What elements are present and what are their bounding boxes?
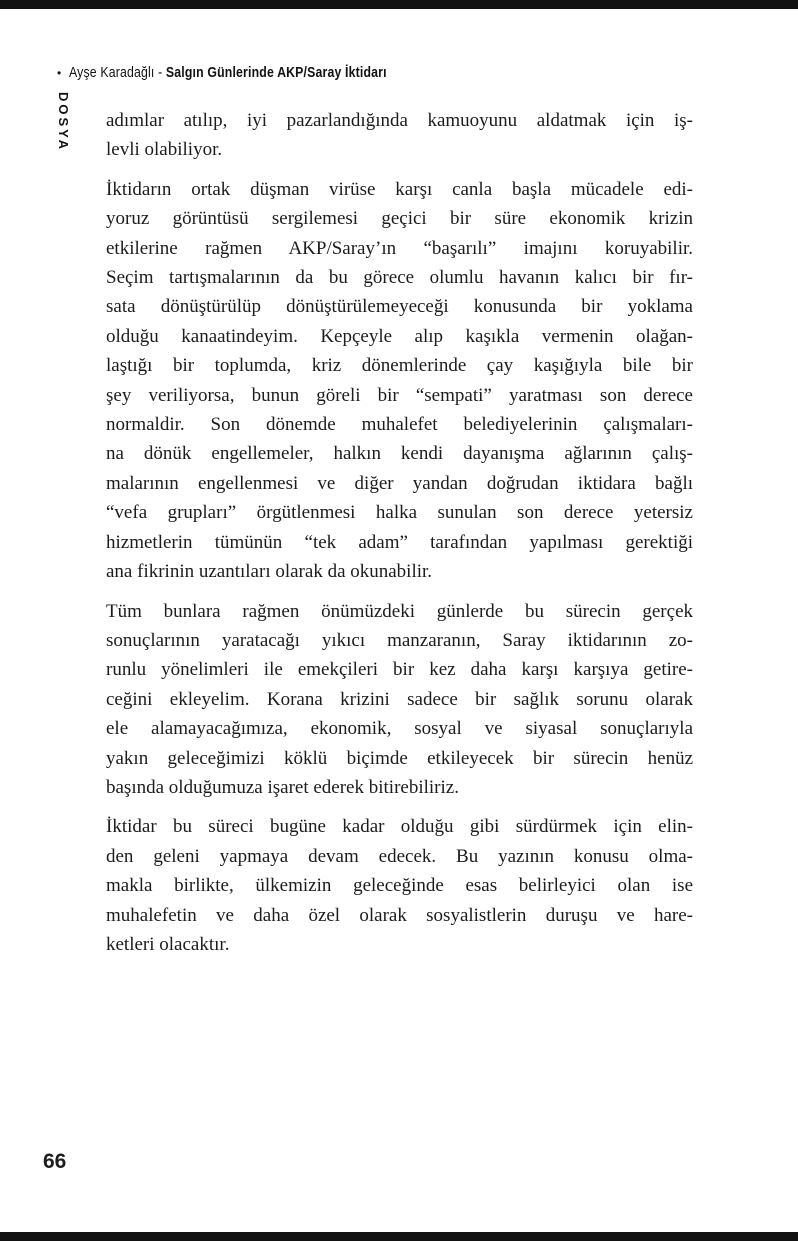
text-line: na dönük engellemeler, halkın kendi dayanışma ağlarının çalış- bbox=[106, 443, 693, 465]
text-line: olduğu kanaatindeyim. Kepçeyle alıp kaşıkla vermenin olağan- bbox=[106, 325, 693, 347]
paragraph bbox=[106, 812, 693, 959]
body-text bbox=[106, 106, 693, 969]
text-line: başında olduğumuza işaret ederek bitirebiliriz. bbox=[106, 776, 459, 798]
text-line: hizmetlerin tümünün “tek adam” tarafından yapılması gerektiği bbox=[106, 531, 693, 553]
text-line: adımlar atılıp, iyi pazarlandığında kamuoyunu aldatmak için iş- bbox=[106, 110, 693, 131]
text-line: ele alamayacağımıza, ekonomik, sosyal ve siyasal sonuçlarıyla bbox=[106, 718, 693, 740]
section-label-dosya: DOSYA bbox=[56, 92, 71, 153]
bottom-edge-bar bbox=[0, 1232, 798, 1241]
header-book-title: Salgın Günlerinde AKP/Saray İktidarı bbox=[166, 64, 387, 81]
text-line: etkilerine rağmen AKP/Saray’ın “başarılı” imajını koruyabilir. bbox=[106, 237, 693, 259]
running-header bbox=[57, 64, 457, 81]
text-line: malarının engellenmesi ve diğer yandan doğrudan iktidara bağlı bbox=[106, 472, 693, 494]
text-line: makla birlikte, ülkemizin geleceğinde esas belirleyici olan ise bbox=[106, 875, 693, 897]
text-line: levli olabiliyor. bbox=[106, 139, 223, 161]
text-line: İktidar bu süreci bugüne kadar olduğu gibi sürdürmek için elin- bbox=[106, 816, 693, 838]
text-line: yakın geleceğimizi köklü biçimde etkileyecek bir sürecin henüz bbox=[106, 747, 693, 769]
text-line: sonuçlarının yaratacağı yıkıcı manzaranın, Saray iktidarının zo- bbox=[106, 629, 693, 651]
text-line: yoruz görüntüsü sergilemesi geçici bir süre ekonomik krizin bbox=[106, 208, 693, 230]
text-line: laştığı bir toplumda, kriz dönemlerinde çay kaşığıyla bile bir bbox=[106, 355, 693, 377]
text-line: ketleri olacaktır. bbox=[106, 933, 230, 955]
page-number: 66 bbox=[43, 1150, 67, 1173]
text-line: sata dönüştürülüp dönüştürülemeyeceği konusunda bir yoklama bbox=[106, 296, 693, 318]
paragraph bbox=[106, 597, 693, 803]
text-line: Seçim tartışmalarının da bu görece olumlu havanın kalıcı bir fır- bbox=[106, 267, 693, 289]
text-line: ceğini ekleyelim. Korana krizini sadece bir sağlık sorunu olarak bbox=[106, 688, 693, 710]
text-line: “vefa grupları” örgütlenmesi halka sunulan son derece yetersiz bbox=[106, 502, 693, 524]
text-line: runlu yönelimleri ile emekçileri bir kez daha karşı karşıya getire- bbox=[106, 659, 693, 681]
text-line: Tüm bunlara rağmen önümüzdeki günlerde bu sürecin gerçek bbox=[106, 600, 693, 622]
header-author: Ayşe Karadağlı - bbox=[69, 64, 167, 81]
top-edge-bar bbox=[0, 0, 798, 9]
text-line: normaldir. Son dönemde muhalefet belediyelerinin çalışmaları- bbox=[106, 414, 693, 436]
text-line: muhalefetin ve daha özel olarak sosyalistlerin duruşu ve hare- bbox=[106, 904, 693, 926]
text-line: ana fikrinin uzantıları olarak da okunabilir. bbox=[106, 561, 433, 583]
paragraph bbox=[106, 175, 693, 587]
header-text bbox=[69, 64, 387, 81]
paragraph bbox=[106, 106, 693, 165]
text-line: den geleni yapmaya devam edecek. Bu yazının konusu olma- bbox=[106, 845, 693, 867]
header-bullet-icon: • bbox=[57, 65, 62, 80]
text-line: İktidarın ortak düşman virüse karşı canla başla mücadele edi- bbox=[106, 178, 693, 200]
text-line: şey veriliyorsa, bunun göreli bir “sempati” yaratması son derece bbox=[106, 384, 693, 406]
